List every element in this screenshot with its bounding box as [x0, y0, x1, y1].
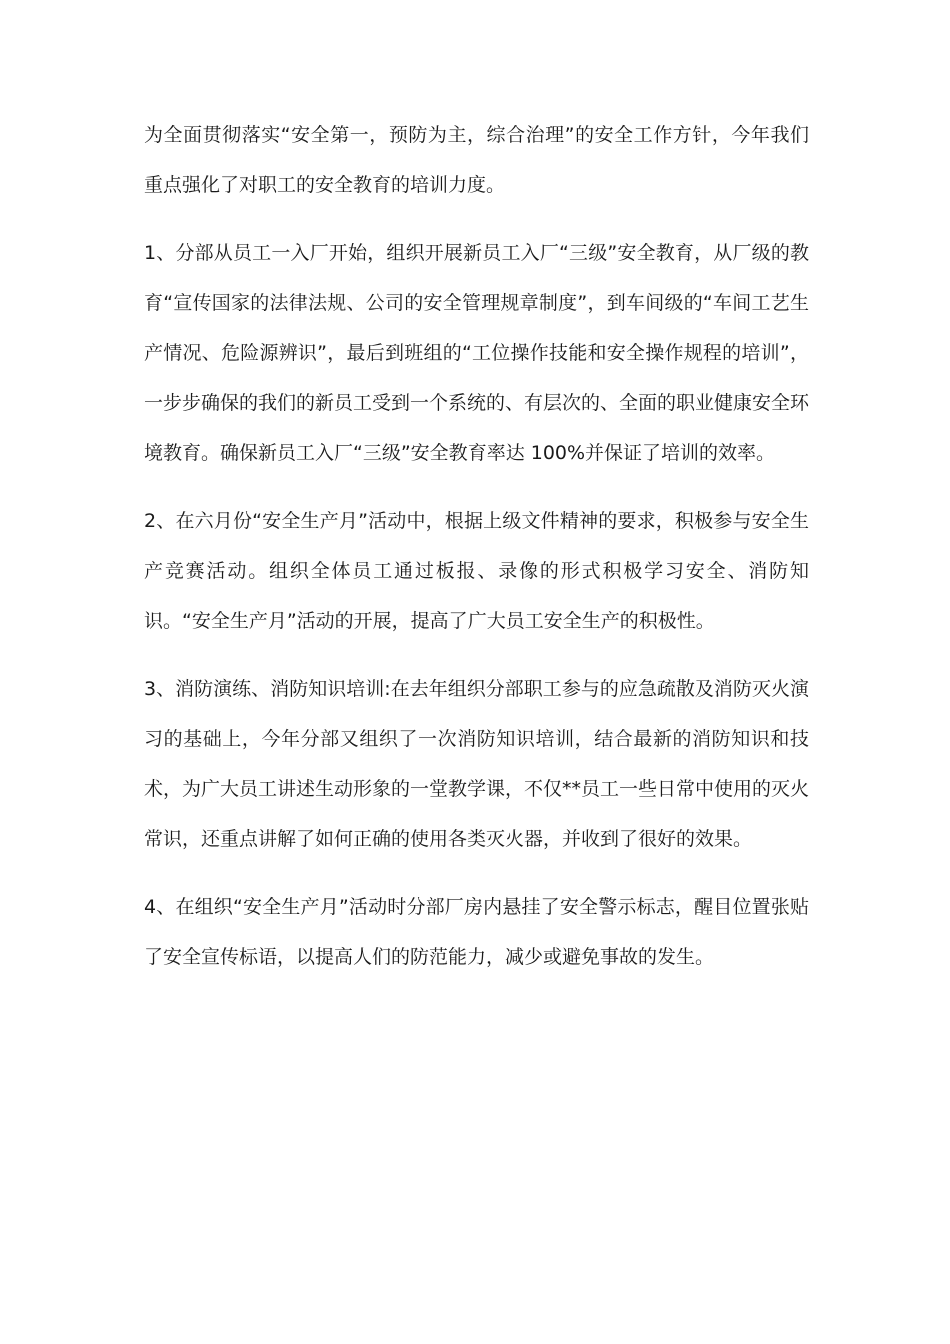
paragraph-item-2: 2、在六月份“安全生产月”活动中，根据上级文件精神的要求，积极参与安全生产竞赛活动。组织全体员工通过板报、录像的形式积极学习安全、消防知识。“安全生产月”活动的开展，提高了广大员工安全生产的积极性。 — [144, 510, 809, 632]
paragraph-item-1: 1、分部从员工一入厂开始，组织开展新员工入厂“三级”安全教育，从厂级的教育“宣传国家的法律法规、公司的安全管理规章制度”，到车间级的“车间工艺生产情况、危险源辨识”，最后到班组的“工位操作技能和安全操作规程的培训”，一步步确保的我们的新员工受到一个系统的、有层次的、全面的职业健康安全环境教育。确保新员工入厂“三级”安全教育率达 100%并保证了培训的效率。 — [144, 242, 810, 464]
paragraph-item-4: 4、在组织“安全生产月”活动时分部厂房内悬挂了安全警示标志，醒目位置张贴了安全宣传标语，以提高人们的防范能力，减少或避免事故的发生。 — [144, 896, 809, 968]
paragraph-item-3: 3、消防演练、消防知识培训:在去年组织分部职工参与的应急疏散及消防灭火演习的基础上，今年分部又组织了一次消防知识培训，结合最新的消防知识和技术，为广大员工讲述生动形象的一堂教学课，不仅**员工一些日常中使用的灭火常识，还重点讲解了如何正确的使用各类灭火器，并收到了很好的效果。 — [144, 678, 810, 850]
intro-paragraph: 为全面贯彻落实“安全第一，预防为主，综合治理”的安全工作方针，今年我们重点强化了对职工的安全教育的培训力度。 — [144, 124, 809, 196]
document-body — [144, 110, 809, 1000]
